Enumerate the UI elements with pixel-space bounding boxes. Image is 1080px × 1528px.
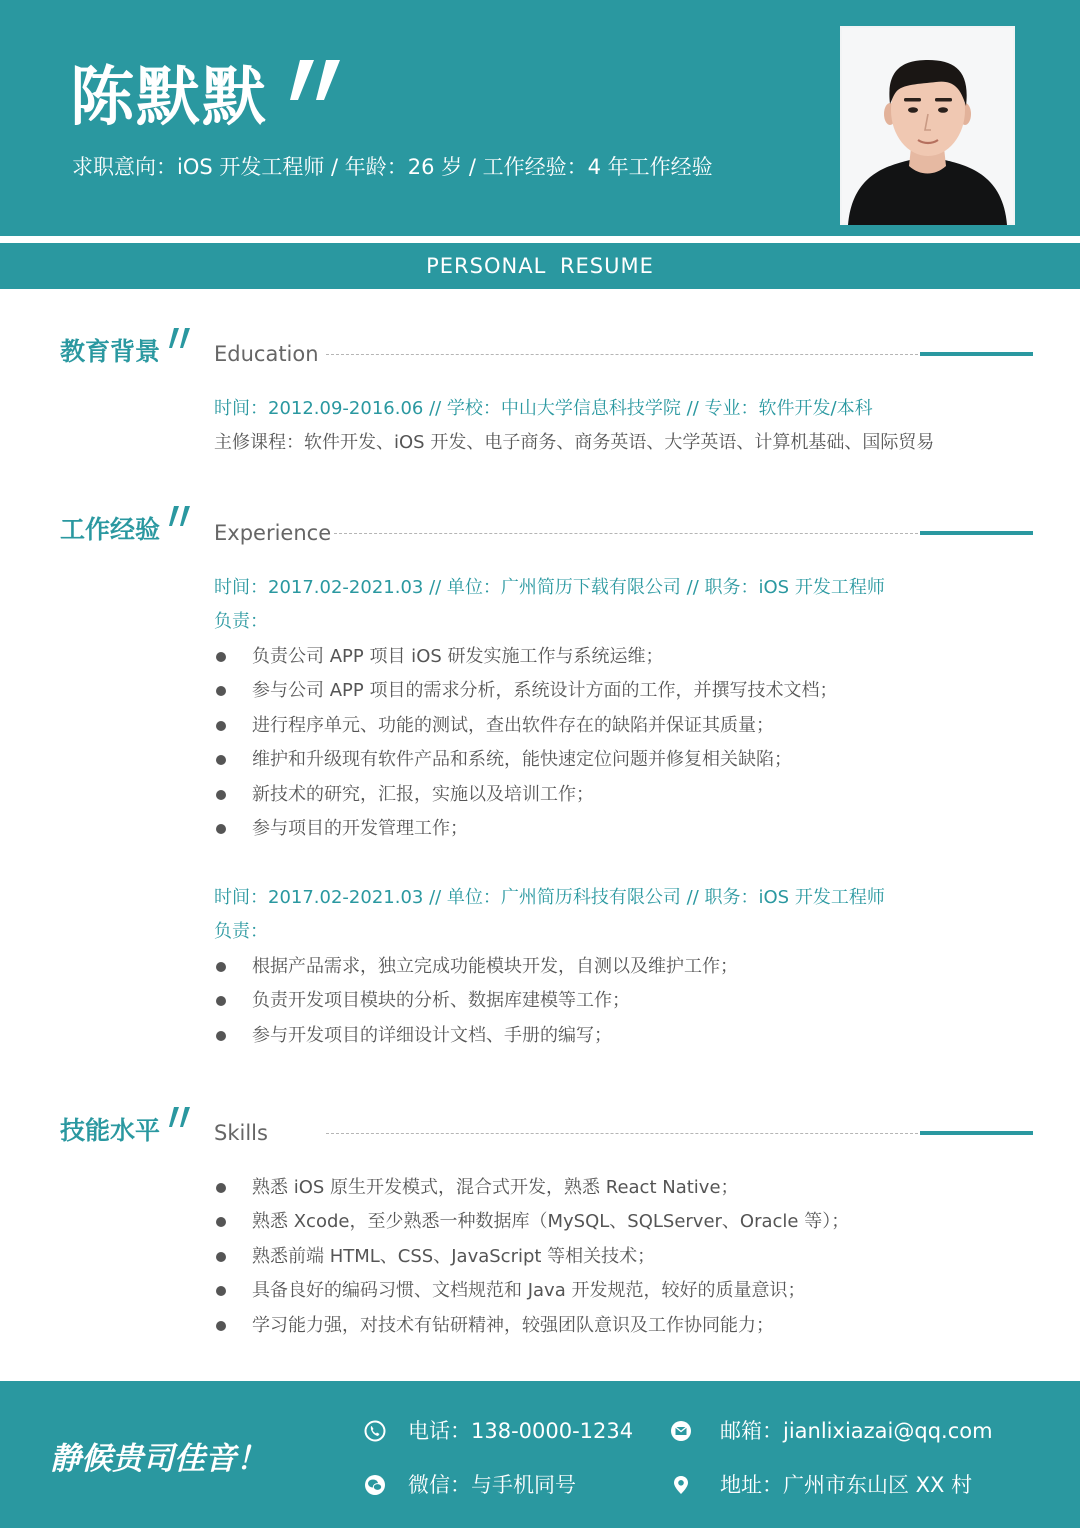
job-summary: 求职意向：iOS 开发工程师 / 年龄：26 岁 / 工作经验：4 年工作经验 xyxy=(72,155,713,179)
list-item: 熟悉 Xcode，至少熟悉一种数据库（MySQL、SQLServer、Oracle 等）； xyxy=(214,1207,849,1241)
contact-email: 邮箱：jianlixiazai@qq.com xyxy=(720,1419,993,1443)
bullet-icon xyxy=(216,721,226,731)
job-duty-label: 负责： xyxy=(214,921,268,942)
bullet-icon xyxy=(216,1031,226,1041)
education-meta: 时间：2012.09-2016.06 // 学校：中山大学信息科技学院 // 专业：软件开发/本科 xyxy=(214,398,873,419)
contact-footer xyxy=(0,1381,1080,1528)
bullet-icon xyxy=(216,1252,226,1262)
wechat-icon xyxy=(364,1474,386,1496)
list-item: 进行程序单元、功能的测试，查出软件存在的缺陷并保证其质量； xyxy=(214,711,837,745)
bullet-icon xyxy=(216,790,226,800)
bullet-icon xyxy=(216,686,226,696)
section-accent-bar xyxy=(920,1131,1033,1135)
quote-mark-icon xyxy=(168,328,192,348)
phone-icon xyxy=(364,1420,386,1442)
experience-title-en: Experience xyxy=(214,521,332,545)
job-duty-list xyxy=(214,952,738,1055)
experience-title: 工作经验 xyxy=(60,515,161,544)
quote-mark-icon xyxy=(168,1107,192,1127)
closing-slogan: 静候贵司佳音！ xyxy=(50,1441,267,1477)
list-item: 熟悉前端 HTML、CSS、JavaScript 等相关技术； xyxy=(214,1242,849,1276)
education-title-en: Education xyxy=(214,342,319,366)
job-meta: 时间：2017.02-2021.03 // 单位：广州简历科技有限公司 // 职务：iOS 开发工程师 xyxy=(214,887,885,908)
resume-header xyxy=(0,0,1080,236)
job-meta: 时间：2017.02-2021.03 // 单位：广州简历下载有限公司 // 职务：iOS 开发工程师 xyxy=(214,577,885,598)
section-accent-bar xyxy=(920,352,1033,356)
bullet-icon xyxy=(216,962,226,972)
bullet-icon xyxy=(216,1217,226,1227)
education-title: 教育背景 xyxy=(60,337,161,366)
bullet-icon xyxy=(216,996,226,1006)
bullet-icon xyxy=(216,652,226,662)
resume-banner: PERSONAL RESUME xyxy=(0,243,1080,289)
bullet-icon xyxy=(216,1183,226,1193)
profile-photo xyxy=(840,26,1015,225)
section-divider xyxy=(326,354,918,355)
contact-phone: 电话：138-0000-1234 xyxy=(408,1419,634,1443)
education-courses: 主修课程：软件开发、iOS 开发、电子商务、商务英语、大学英语、计算机基础、国际贸易 xyxy=(214,432,935,453)
email-icon xyxy=(670,1420,692,1442)
skills-title: 技能水平 xyxy=(60,1116,161,1145)
contact-wechat: 微信：与手机同号 xyxy=(408,1473,576,1497)
section-divider xyxy=(326,1133,918,1134)
quote-mark-icon xyxy=(288,58,346,102)
list-item: 根据产品需求，独立完成功能模块开发，自测以及维护工作； xyxy=(214,952,738,986)
list-item: 熟悉 iOS 原生开发模式，混合式开发，熟悉 React Native； xyxy=(214,1173,849,1207)
section-accent-bar xyxy=(920,531,1033,535)
job-duty-list xyxy=(214,642,837,848)
candidate-name: 陈默默 xyxy=(70,61,268,135)
list-item: 负责开发项目模块的分析、数据库建模等工作； xyxy=(214,986,738,1020)
bullet-icon xyxy=(216,755,226,765)
list-item: 参与开发项目的详细设计文档、手册的编写； xyxy=(214,1021,738,1055)
list-item: 参与项目的开发管理工作； xyxy=(214,814,837,848)
bullet-icon xyxy=(216,1286,226,1296)
list-item: 具备良好的编码习惯、文档规范和 Java 开发规范，较好的质量意识； xyxy=(214,1276,849,1310)
skills-title-en: Skills xyxy=(214,1121,268,1145)
list-item: 学习能力强，对技术有钻研精神，较强团队意识及工作协同能力； xyxy=(214,1311,849,1345)
contact-address: 地址：广州市东山区 XX 村 xyxy=(720,1473,973,1497)
location-icon xyxy=(670,1474,692,1496)
bullet-icon xyxy=(216,824,226,834)
list-item: 新技术的研究，汇报，实施以及培训工作； xyxy=(214,780,837,814)
skills-list xyxy=(214,1173,849,1345)
list-item: 维护和升级现有软件产品和系统，能快速定位问题并修复相关缺陷； xyxy=(214,745,837,779)
list-item: 负责公司 APP 项目 iOS 研发实施工作与系统运维； xyxy=(214,642,837,676)
list-item: 参与公司 APP 项目的需求分析，系统设计方面的工作，并撰写技术文档； xyxy=(214,676,837,710)
bullet-icon xyxy=(216,1321,226,1331)
job-duty-label: 负责： xyxy=(214,611,268,632)
section-divider xyxy=(334,533,918,534)
quote-mark-icon xyxy=(168,506,192,526)
